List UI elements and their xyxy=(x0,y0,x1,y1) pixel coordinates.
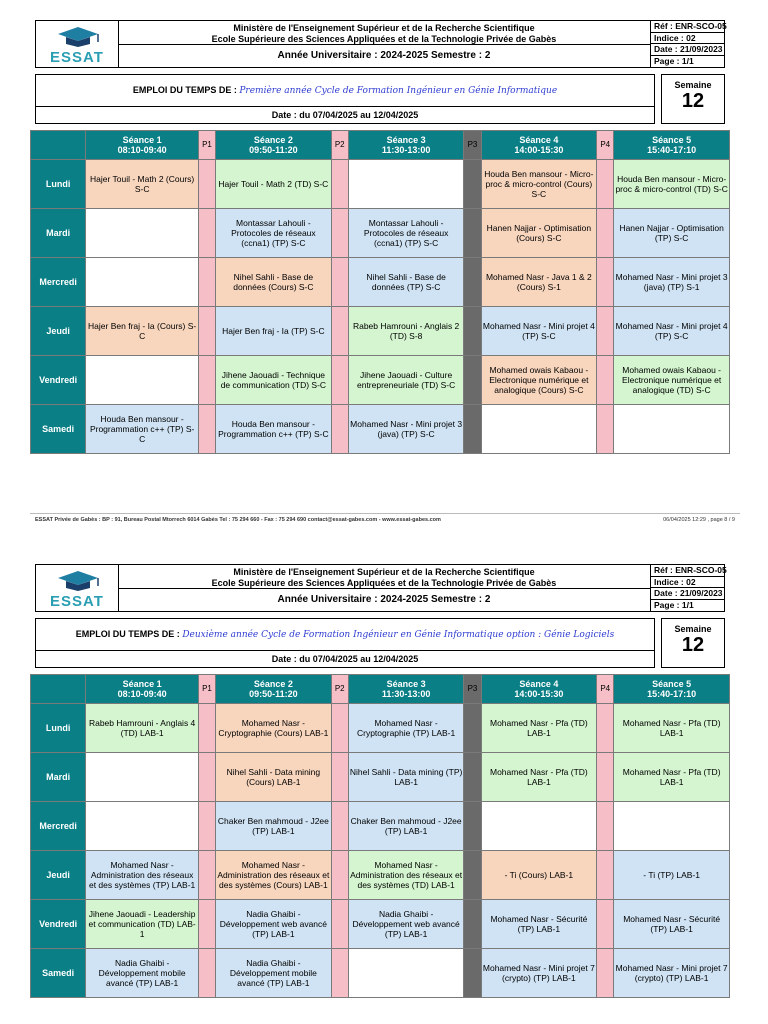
pause-cell xyxy=(331,307,348,356)
pause-cell xyxy=(464,851,481,900)
session-header-s3 xyxy=(348,131,464,160)
session-cell: Mohamed Nasr - Mini projet 4 (TP) S-C xyxy=(614,307,730,356)
session-cell: - Ti (TP) LAB-1 xyxy=(614,851,730,900)
footer-separator xyxy=(30,513,740,514)
session-cell xyxy=(348,160,464,209)
pause-cell xyxy=(331,356,348,405)
class-name: Deuxième année Cycle de Formation Ingénieur en Génie Informatique option : Génie Logiciels xyxy=(182,630,615,640)
session-time: 11:30-13:00 xyxy=(381,689,431,699)
pause-cell xyxy=(597,258,614,307)
table-row xyxy=(31,405,730,454)
school-brand: ESSAT xyxy=(50,49,104,66)
session-cell xyxy=(481,405,597,454)
pause-header-p4: P4 xyxy=(597,675,614,704)
session-cell xyxy=(481,802,597,851)
session-cell: Nihel Sahli - Data mining (Cours) LAB-1 xyxy=(216,753,332,802)
week-label: Semaine xyxy=(674,80,712,90)
table-row xyxy=(31,258,730,307)
session-time: 08:10-09:40 xyxy=(117,145,167,155)
table-row xyxy=(31,900,730,949)
session-cell: Hajer Ben fraj - Ia (Cours) S-C xyxy=(86,307,199,356)
session-cell xyxy=(86,258,199,307)
session-cell: Nihel Sahli - Base de données (TP) S-C xyxy=(348,258,464,307)
session-time: 11:30-13:00 xyxy=(381,145,431,155)
session-cell: Mohamed Nasr - Mini projet 7 (crypto) (TP) LAB-1 xyxy=(614,949,730,998)
timetable-title xyxy=(35,618,655,668)
session-cell: Mohamed Nasr - Administration des réseaux et des systèmes (TP) LAB-1 xyxy=(86,851,199,900)
session-cell: Mohamed Nasr - Pfa (TD) LAB-1 xyxy=(481,753,597,802)
pause-cell xyxy=(464,802,481,851)
ref-indice: Indice : 02 xyxy=(651,577,725,589)
day-label: Vendredi xyxy=(31,356,86,405)
session-name: Séance 3 xyxy=(386,135,426,145)
table-row xyxy=(31,160,730,209)
session-cell: Mohamed Nasr - Cryptographie (TP) LAB-1 xyxy=(348,704,464,753)
pause-cell xyxy=(198,949,215,998)
school-logo xyxy=(36,21,119,67)
session-name: Séance 5 xyxy=(652,135,692,145)
session-name: Séance 4 xyxy=(519,135,559,145)
title-label: EMPLOI DU TEMPS DE : xyxy=(132,85,237,95)
session-header-s2 xyxy=(216,675,332,704)
pause-cell xyxy=(331,405,348,454)
pause-cell xyxy=(597,900,614,949)
pause-cell xyxy=(331,704,348,753)
session-cell: Rabeb Hamrouni - Anglais 4 (TD) LAB-1 xyxy=(86,704,199,753)
session-header-s4 xyxy=(481,675,597,704)
pause-cell xyxy=(331,160,348,209)
ref-page: Page : 1/1 xyxy=(654,599,694,610)
pause-cell xyxy=(331,258,348,307)
session-name: Séance 2 xyxy=(253,679,293,689)
session-header-s2 xyxy=(216,131,332,160)
session-time: 09:50-11:20 xyxy=(249,689,298,699)
pause-cell xyxy=(198,753,215,802)
session-cell: Mohamed owais Kabaou - Electronique numérique et analogique (Cours) S-C xyxy=(481,356,597,405)
pause-cell xyxy=(464,356,481,405)
week-number: 12 xyxy=(681,90,705,112)
pause-cell xyxy=(597,851,614,900)
session-cell xyxy=(86,209,199,258)
pause-cell xyxy=(198,160,215,209)
day-label: Lundi xyxy=(31,704,86,753)
session-name: Séance 2 xyxy=(253,135,293,145)
day-label: Jeudi xyxy=(31,307,86,356)
title-line xyxy=(36,619,654,650)
pause-cell xyxy=(198,851,215,900)
pause-header-p1: P1 xyxy=(198,131,215,160)
session-cell: Mohamed Nasr - Mini projet 3 (java) (TP) S-C xyxy=(348,405,464,454)
pause-cell xyxy=(597,949,614,998)
title-line xyxy=(36,75,654,106)
session-cell: - Ti (Cours) LAB-1 xyxy=(481,851,597,900)
timetable-grid xyxy=(30,674,730,998)
day-label: Jeudi xyxy=(31,851,86,900)
pause-cell xyxy=(198,307,215,356)
session-time: 15:40-17:10 xyxy=(647,145,697,155)
session-cell: Hanen Najjar - Optimisation (TP) S-C xyxy=(614,209,730,258)
pause-cell xyxy=(597,753,614,802)
pause-cell xyxy=(198,900,215,949)
ref-indice: Indice : 02 xyxy=(651,33,725,45)
school-line: Ecole Supérieure des Sciences Appliquées et de la Technologie Privée de Gabès xyxy=(211,578,557,588)
week-box xyxy=(661,74,725,124)
day-label: Mardi xyxy=(31,753,86,802)
school-line: Ecole Supérieure des Sciences Appliquées et de la Technologie Privée de Gabès xyxy=(211,34,557,44)
week-label: Semaine xyxy=(674,624,712,634)
day-label: Samedi xyxy=(31,949,86,998)
session-cell: Houda Ben mansour - Micro-proc & micro-control (Cours) S-C xyxy=(481,160,597,209)
pause-cell xyxy=(331,900,348,949)
pause-cell xyxy=(464,900,481,949)
session-cell: Mohamed Nasr - Sécurité (TP) LAB-1 xyxy=(481,900,597,949)
session-cell: Chaker Ben mahmoud - J2ee (TP) LAB-1 xyxy=(348,802,464,851)
pause-cell xyxy=(597,356,614,405)
page-footer xyxy=(35,517,735,523)
table-row xyxy=(31,802,730,851)
ref-date: Date : 21/09/2023 xyxy=(651,44,725,56)
pause-header-p4: P4 xyxy=(597,131,614,160)
pause-cell xyxy=(331,949,348,998)
session-cell: Mohamed owais Kabaou - Electronique numérique et analogique (TD) S-C xyxy=(614,356,730,405)
pause-cell xyxy=(331,753,348,802)
pause-cell xyxy=(464,160,481,209)
timetable-title xyxy=(35,74,655,124)
pause-header-p3: P3 xyxy=(464,675,481,704)
session-cell: Jihene Jaouadi - Culture entrepreneuriale (TD) S-C xyxy=(348,356,464,405)
pause-cell xyxy=(331,802,348,851)
session-cell: Mohamed Nasr - Mini projet 4 (TP) S-C xyxy=(481,307,597,356)
table-row xyxy=(31,704,730,753)
date-range: Date : du 07/04/2025 au 12/04/2025 xyxy=(36,106,654,124)
table-row xyxy=(31,753,730,802)
session-cell: Montassar Lahouli - Protocoles de réseaux (ccna1) (TP) S-C xyxy=(216,209,332,258)
session-header-s3 xyxy=(348,675,464,704)
pause-cell xyxy=(464,209,481,258)
session-cell: Nadia Ghaibi - Développement mobile avancé (TP) LAB-1 xyxy=(216,949,332,998)
session-cell: Nadia Ghaibi - Développement web avancé (TP) LAB-1 xyxy=(216,900,332,949)
session-cell: Rabeb Hamrouni - Anglais 2 (TD) S-8 xyxy=(348,307,464,356)
pause-cell xyxy=(331,209,348,258)
session-cell: Chaker Ben mahmoud - J2ee (TP) LAB-1 xyxy=(216,802,332,851)
header-row xyxy=(31,131,730,160)
pause-cell xyxy=(198,405,215,454)
session-header-s4 xyxy=(481,131,597,160)
title-label: EMPLOI DU TEMPS DE : xyxy=(75,629,180,639)
school-logo xyxy=(36,565,119,611)
class-name: Première année Cycle de Formation Ingénieur en Génie Informatique xyxy=(239,86,558,96)
session-cell: Mohamed Nasr - Cryptographie (Cours) LAB-1 xyxy=(216,704,332,753)
pause-cell xyxy=(198,802,215,851)
pause-cell xyxy=(464,307,481,356)
session-cell: Montassar Lahouli - Protocoles de réseaux (ccna1) (TP) S-C xyxy=(348,209,464,258)
table-row xyxy=(31,356,730,405)
week-box xyxy=(661,618,725,668)
pause-cell xyxy=(597,209,614,258)
document-header xyxy=(35,20,725,68)
pause-cell xyxy=(464,258,481,307)
session-cell: Mohamed Nasr - Mini projet 7 (crypto) (TP) LAB-1 xyxy=(481,949,597,998)
pause-cell xyxy=(464,753,481,802)
session-cell: Houda Ben mansour - Micro-proc & micro-control (TD) S-C xyxy=(614,160,730,209)
session-cell: Nihel Sahli - Base de données (Cours) S-C xyxy=(216,258,332,307)
pause-cell xyxy=(464,405,481,454)
pause-cell xyxy=(597,802,614,851)
session-cell: Jihene Jaouadi - Technique de communication (TD) S-C xyxy=(216,356,332,405)
pause-cell xyxy=(464,949,481,998)
table-row xyxy=(31,851,730,900)
session-name: Séance 5 xyxy=(652,679,692,689)
ref-date: Date : 21/09/2023 xyxy=(651,588,725,600)
graduation-cap-icon xyxy=(54,570,100,592)
institution-name xyxy=(118,565,650,589)
session-cell: Nadia Ghaibi - Développement mobile avancé (TP) LAB-1 xyxy=(86,949,199,998)
ministry-line: Ministère de l'Enseignement Supérieur et de la Recherche Scientifique xyxy=(233,23,535,33)
date-range: Date : du 07/04/2025 au 12/04/2025 xyxy=(36,650,654,668)
session-cell: Hajer Touil - Math 2 (TD) S-C xyxy=(216,160,332,209)
pause-cell xyxy=(198,258,215,307)
session-cell: Mohamed Nasr - Mini projet 3 (java) (TP) S-1 xyxy=(614,258,730,307)
session-cell: Mohamed Nasr - Administration des réseaux et des systèmes (TD) LAB-1 xyxy=(348,851,464,900)
session-cell: Mohamed Nasr - Administration des réseaux et des systèmes (Cours) LAB-1 xyxy=(216,851,332,900)
session-cell xyxy=(86,802,199,851)
pause-cell xyxy=(597,160,614,209)
day-label: Lundi xyxy=(31,160,86,209)
table-row xyxy=(31,307,730,356)
session-name: Séance 1 xyxy=(122,135,162,145)
session-time: 14:00-15:30 xyxy=(514,689,564,699)
day-label: Mercredi xyxy=(31,802,86,851)
header-row xyxy=(31,675,730,704)
graduation-cap-icon xyxy=(54,26,100,48)
ministry-line: Ministère de l'Enseignement Supérieur et de la Recherche Scientifique xyxy=(233,567,535,577)
session-cell: Nihel Sahli - Data mining (TP) LAB-1 xyxy=(348,753,464,802)
pause-cell xyxy=(198,704,215,753)
document-header xyxy=(35,564,725,612)
session-cell: Hajer Ben fraj - Ia (TP) S-C xyxy=(216,307,332,356)
pause-cell xyxy=(597,405,614,454)
week-number: 12 xyxy=(681,634,705,656)
day-label: Mercredi xyxy=(31,258,86,307)
session-cell: Houda Ben mansour - Programmation c++ (TP) S-C xyxy=(86,405,199,454)
session-cell: Mohamed Nasr - Java 1 & 2 (Cours) S-1 xyxy=(481,258,597,307)
session-header-s5 xyxy=(614,131,730,160)
footer-page-info: 06/04/2025 12:29 , page 8 / 9 xyxy=(663,517,735,523)
academic-year: Année Universitaire : 2024-2025 Semestre : 2 xyxy=(277,50,491,61)
pause-cell xyxy=(464,704,481,753)
session-cell xyxy=(614,802,730,851)
table-row xyxy=(31,209,730,258)
session-time: 08:10-09:40 xyxy=(117,689,167,699)
session-cell: Mohamed Nasr - Pfa (TD) LAB-1 xyxy=(614,753,730,802)
session-cell: Mohamed Nasr - Sécurité (TP) LAB-1 xyxy=(614,900,730,949)
session-cell: Jihene Jaouadi - Leadership et communication (TD) LAB-1 xyxy=(86,900,199,949)
timetable-grid xyxy=(30,130,730,454)
session-cell xyxy=(348,949,464,998)
session-cell: Nadia Ghaibi - Développement web avancé (TP) LAB-1 xyxy=(348,900,464,949)
pause-cell xyxy=(597,307,614,356)
session-time: 15:40-17:10 xyxy=(647,689,697,699)
session-header-s1 xyxy=(86,131,199,160)
day-label: Mardi xyxy=(31,209,86,258)
academic-year: Année Universitaire : 2024-2025 Semestre : 2 xyxy=(277,594,491,605)
corner-cell xyxy=(31,675,86,704)
ref-code: Réf : ENR-SCO-05 xyxy=(651,21,725,33)
session-name: Séance 4 xyxy=(519,679,559,689)
corner-cell xyxy=(31,131,86,160)
institution-name xyxy=(118,21,650,45)
session-cell xyxy=(86,356,199,405)
pause-cell xyxy=(331,851,348,900)
session-name: Séance 1 xyxy=(122,679,162,689)
pause-cell xyxy=(198,209,215,258)
session-cell xyxy=(86,753,199,802)
footer-contact: ESSAT Privée de Gabès : BP : 91, Bureau Postal Mtorrech 6014 Gabès Tel : 75 294 660 - Fax : 75 294 690 contact@essat-gabes.com - www.essat-gabes.com xyxy=(35,517,441,523)
pause-cell xyxy=(198,356,215,405)
session-cell: Hanen Najjar - Optimisation (Cours) S-C xyxy=(481,209,597,258)
day-label: Vendredi xyxy=(31,900,86,949)
table-row xyxy=(31,949,730,998)
session-time: 14:00-15:30 xyxy=(514,145,564,155)
document-refs xyxy=(650,21,725,67)
pause-header-p2: P2 xyxy=(331,131,348,160)
ref-code: Réf : ENR-SCO-05 xyxy=(651,565,725,577)
pause-header-p3: P3 xyxy=(464,131,481,160)
ref-page: Page : 1/1 xyxy=(654,55,694,66)
session-cell xyxy=(614,405,730,454)
school-brand: ESSAT xyxy=(50,593,104,610)
session-time: 09:50-11:20 xyxy=(249,145,298,155)
session-name: Séance 3 xyxy=(386,679,426,689)
session-cell: Mohamed Nasr - Pfa (TD) LAB-1 xyxy=(481,704,597,753)
session-cell: Hajer Touil - Math 2 (Cours) S-C xyxy=(86,160,199,209)
day-label: Samedi xyxy=(31,405,86,454)
pause-cell xyxy=(597,704,614,753)
pause-header-p2: P2 xyxy=(331,675,348,704)
document-refs xyxy=(650,565,725,611)
session-header-s1 xyxy=(86,675,199,704)
session-cell: Houda Ben mansour - Programmation c++ (TP) S-C xyxy=(216,405,332,454)
session-cell: Mohamed Nasr - Pfa (TD) LAB-1 xyxy=(614,704,730,753)
pause-header-p1: P1 xyxy=(198,675,215,704)
session-header-s5 xyxy=(614,675,730,704)
